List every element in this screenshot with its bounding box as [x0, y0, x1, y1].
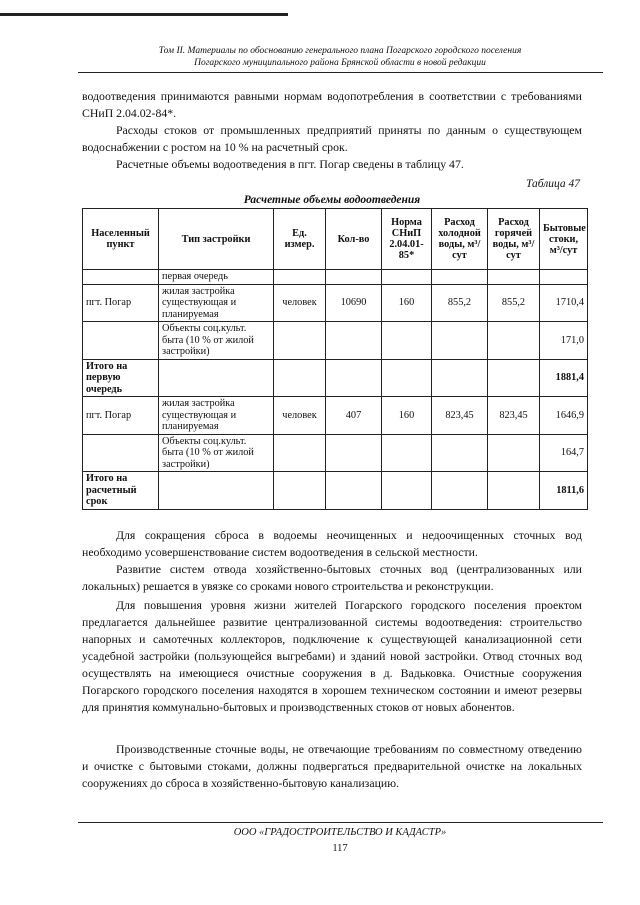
table-cell — [488, 434, 540, 472]
table-cell — [326, 322, 382, 360]
footer-rule — [78, 822, 603, 823]
table-row — [83, 434, 588, 472]
footer-organization: ООО «ГРАДОСТРОИТЕЛЬСТВО И КАДАСТР» — [233, 827, 447, 838]
table-cell — [432, 322, 488, 360]
table-cell — [382, 434, 432, 472]
table-cell: 407 — [326, 397, 382, 435]
table-cell — [274, 322, 326, 360]
scan-top-line — [0, 13, 288, 16]
table-cell: 164,7 — [540, 434, 588, 472]
wastewater-table — [82, 208, 588, 510]
table-cell — [432, 472, 488, 510]
table-number: Таблица 47 — [525, 178, 580, 190]
table-cell: первая очередь — [159, 270, 274, 285]
table-cell: 171,0 — [540, 322, 588, 360]
table-cell — [159, 472, 274, 510]
table-row — [83, 270, 588, 285]
paragraph-body-3: Для повышения уровня жизни жителей Погарского городского поселения проектом предлагается дальнейшее развитие централизованной системы водоотведения: строительство напорных и самотечных коллекторов, подключение к существующей канализационной сети усадебной застройки (пользующейся выгребами) и зданий новой застройки. Отвод сточных вод осуществлять на имеющиеся очистные сооружения в д. Вадьковка. Очистные сооружения Погарского городского поселения находятся в хорошем техническом состоянии и имеют резервы для принятия коммунально-бытовых и производственных стоков от новых абонентов. — [82, 598, 582, 714]
table-cell: Итого на расчетный срок — [83, 472, 159, 510]
table-cell: 823,45 — [488, 397, 540, 435]
table-cell — [83, 322, 159, 360]
table-cell — [382, 322, 432, 360]
table-cell — [326, 434, 382, 472]
paragraph-intro-1: водоотведения принимаются равными нормам водопотребления в соответствии с требованиями СНиП 2.04.02-84*. — [82, 89, 582, 120]
table-cell: 1646,9 — [540, 397, 588, 435]
table-cell — [488, 270, 540, 285]
table-cell — [488, 322, 540, 360]
table-cell — [83, 434, 159, 472]
table-cell: 160 — [382, 284, 432, 322]
table-cell: 10690 — [326, 284, 382, 322]
page-header — [80, 45, 600, 69]
col-header: Тип застройки — [159, 209, 274, 270]
table-cell: Объекты соц.культ. быта (10 % от жилой застройки) — [159, 322, 274, 360]
table-cell: 1881,4 — [540, 359, 588, 397]
col-header: Населенный пункт — [83, 209, 159, 270]
table-cell — [540, 270, 588, 285]
table-cell — [274, 472, 326, 510]
table-cell — [159, 359, 274, 397]
table-cell: человек — [274, 284, 326, 322]
table-cell — [432, 359, 488, 397]
table-cell: 823,45 — [432, 397, 488, 435]
table-cell: 160 — [382, 397, 432, 435]
header-line-1: Том II. Материалы по обоснованию генерального плана Погарского городского поселения — [158, 46, 522, 56]
paragraph-body-2: Развитие систем отвода хозяйственно-бытовых сточных вод (централизованных или локальных) решается в увязке со сроками нового строительства и реконструкции. — [82, 562, 582, 593]
table-cell: жилая застройка существующая и планируемая — [159, 284, 274, 322]
col-header: Норма СНиП 2.04.01-85* — [382, 209, 432, 270]
table-cell: пгт. Погар — [83, 284, 159, 322]
table-cell — [274, 359, 326, 397]
table-cell — [326, 359, 382, 397]
table-cell: 1710,4 — [540, 284, 588, 322]
table-cell — [83, 270, 159, 285]
table-row — [83, 322, 588, 360]
table-row-total — [83, 359, 588, 397]
table-cell — [488, 472, 540, 510]
table-row — [83, 397, 588, 435]
table-cell: жилая застройка существующая и планируемая — [159, 397, 274, 435]
col-header: Ед. измер. — [274, 209, 326, 270]
table-cell — [382, 472, 432, 510]
table-cell — [274, 434, 326, 472]
header-line-2: Погарского муниципального района Брянской области в новой редакции — [194, 58, 486, 68]
col-header: Расход холодной воды, м³/сут — [432, 209, 488, 270]
paragraph-body-4: Производственные сточные воды, не отвечающие требованиям по совместному отведению и очистке с бытовыми стоками, должны подвергаться предварительной очистке на локальных сооружениях до сброса в хозяйственно-бытовую канализацию. — [82, 742, 582, 790]
table-caption: Расчетные объемы водоотведения — [243, 194, 421, 206]
table-row — [83, 284, 588, 322]
paragraph-intro-3: Расчетные объемы водоотведения в пгт. Погар сведены в таблицу 47. — [116, 157, 464, 171]
table-cell: 1811,6 — [540, 472, 588, 510]
table-row-total — [83, 472, 588, 510]
page-number: 117 — [332, 843, 348, 854]
col-header: Бытовые стоки, м³/сут — [540, 209, 588, 270]
table-cell — [432, 434, 488, 472]
table-cell — [432, 270, 488, 285]
table-cell: пгт. Погар — [83, 397, 159, 435]
table-cell — [274, 270, 326, 285]
table-cell — [382, 359, 432, 397]
header-rule — [78, 72, 603, 73]
table-cell: Итого на первую очередь — [83, 359, 159, 397]
table-cell: 855,2 — [432, 284, 488, 322]
table-header-row — [83, 209, 588, 270]
table-cell — [382, 270, 432, 285]
table-cell — [326, 270, 382, 285]
table-cell: 855,2 — [488, 284, 540, 322]
paragraph-body-1: Для сокращения сброса в водоемы неочищенных и недоочищенных сточных вод необходимо усовершенствование систем водоотведения в сельской местности. — [82, 528, 582, 559]
col-header: Расход горячей воды, м³/сут — [488, 209, 540, 270]
table-cell: Объекты соц.культ. быта (10 % от жилой застройки) — [159, 434, 274, 472]
table-cell — [326, 472, 382, 510]
table-cell: человек — [274, 397, 326, 435]
paragraph-intro-2: Расходы стоков от промышленных предприятий приняты по данным о существующем водоснабжении с ростом на 10 % на расчетный срок. — [82, 123, 582, 154]
col-header: Кол-во — [326, 209, 382, 270]
table-cell — [488, 359, 540, 397]
